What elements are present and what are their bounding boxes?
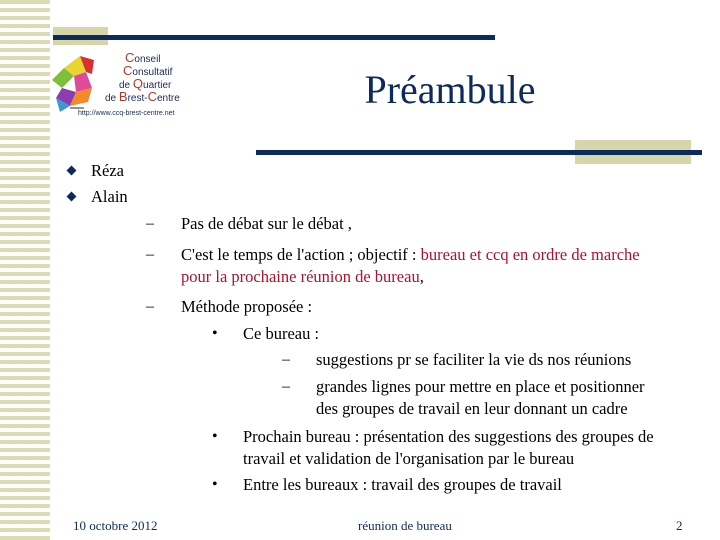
point-prochain-bureau: Prochain bureau : présentation des suggestions des groupes de: [243, 427, 654, 446]
bullet-alain: Alain: [91, 187, 128, 206]
footer-page-number: 2: [676, 518, 683, 533]
dot-marker: •: [212, 476, 218, 493]
dot-marker: •: [212, 428, 218, 445]
diamond-bullet-icon: [67, 192, 77, 202]
top-navy-rule: [53, 35, 495, 40]
footer-date: 10 octobre 2012: [73, 518, 158, 533]
point-grandes-lignes: grandes lignes pour mettre en place et positionner: [316, 377, 645, 396]
sub-item-methode: Méthode proposée :: [181, 297, 313, 316]
bullet-reza: Réza: [91, 161, 124, 180]
point-prochain-bureau-cont: travail et validation de l'organisation par le bureau: [243, 449, 575, 468]
logo-url: http://www.ccq-brest-centre.net: [78, 110, 175, 117]
sub-item-debat: Pas de débat sur le débat ,: [181, 214, 352, 233]
dash-marker: –: [282, 351, 290, 368]
logo-wordmark: Conseil Consultatif de Quartier de Brest-Centre: [105, 50, 180, 104]
dash-marker: –: [146, 298, 154, 315]
point-ce-bureau: Ce bureau :: [243, 324, 320, 343]
sub-item-action-highlight-cont: pour la prochaine réunion de bureau: [181, 267, 420, 286]
point-entre-bureaux: Entre les bureaux : travail des groupes de travail: [243, 475, 562, 494]
dash-marker: –: [146, 246, 154, 263]
dash-marker: –: [282, 378, 290, 395]
footer-center: réunion de bureau: [358, 518, 452, 533]
dot-marker: •: [212, 325, 218, 342]
sub-item-action-highlight: bureau et ccq en ordre de marche: [420, 245, 640, 264]
sub-item-action-cont: pour la prochaine réunion de bureau,: [181, 267, 424, 286]
point-grandes-lignes-cont: des groupes de travail en leur donnant un cadre: [316, 399, 628, 418]
point-suggestions: suggestions pr se faciliter la vie ds nos réunions: [316, 350, 632, 369]
bottom-navy-rule: [256, 150, 702, 155]
diamond-bullet-icon: [67, 166, 77, 176]
left-striped-band: [0, 0, 50, 540]
sub-item-action: [181, 244, 640, 266]
slide-title: Préambule: [364, 67, 536, 112]
dash-marker: –: [146, 215, 154, 232]
sub-item-action-text: C'est le temps de l'action ; objectif :: [181, 245, 421, 264]
